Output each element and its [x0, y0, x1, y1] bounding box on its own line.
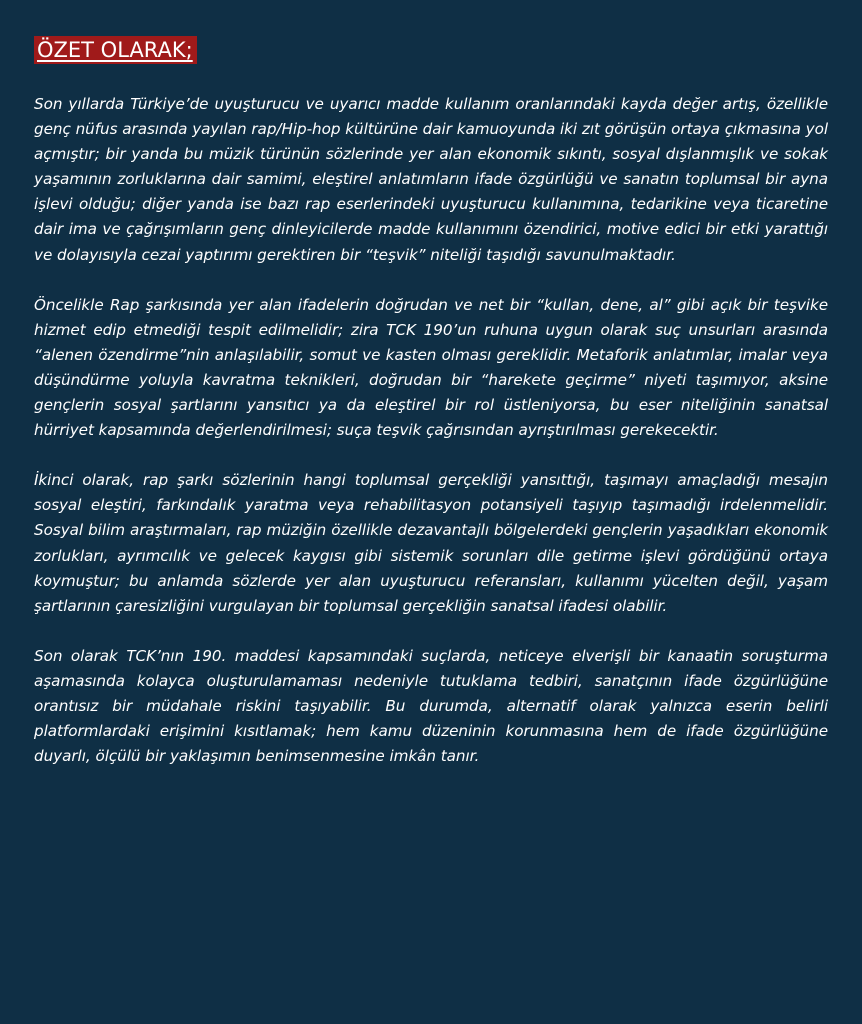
paragraph-first-point: Öncelikle Rap şarkısında yer alan ifadelerin doğrudan ve net bir “kullan, dene, al” gibi açık bir teşvike hizmet edip etmediği tespit edilmelidir; zira TCK 190’un ruhuna uygun olarak suç unsurları arasında “alenen özendirme”nin anlaşılabilir, somut ve kasten olması gereklidir. Metaforik anlatımlar, imalar veya düşündürme yoluyla kavratma teknikleri, doğrudan bir “harekete geçirme” niyeti taşımıyor, aksine gençlerin sosyal şartlarını yansıtıcı ya da eleştirel bir rol üstleniyorsa, bu eser niteliğinin sanatsal hürriyet kapsamında değerlendirilmesi; suça teşvik çağrısından ayrıştırılması gerekecektir.: [34, 295, 828, 440]
paragraph-intro: Son yıllarda Türkiye’de uyuşturucu ve uyarıcı madde kullanım oranlarındaki kayda değer artış, özellikle genç nüfus arasında yayılan rap/Hip-hop kültürüne dair kamuoyunda iki zıt görüşün ortaya çıkmasına yol açmıştır; bir yanda bu müzik türünün sözlerinde yer alan ekonomik sıkıntı, sosyal dışlanmışlık ve sokak yaşamının zorluklarına dair samimi, eleştirel anlatımların ifade özgürlüğü ve sanatın toplumsal bir ayna işlevi olduğu; diğer yanda ise bazı rap eserlerindeki uyuşturucu kullanımına, tedarikine veya ticaretine dair ima ve çağrışımların genç dinleyicilerde madde kullanımını özendirici, motive edici bir etki yarattığı ve dolayısıyla cezai yaptırımı gerektiren bir “teşvik” niteliği taşıdığı savunulmaktadır.: [34, 95, 828, 264]
section-title: ÖZET OLARAK;: [34, 36, 197, 64]
paragraph-second-point: İkinci olarak, rap şarkı sözlerinin hangi toplumsal gerçekliği yansıttığı, taşımayı amaçladığı mesajın sosyal eleştiri, farkındalık yaratma veya rehabilitasyon potansiyeli taşıyıp taşımadığı irdelenmelidir. Sosyal bilim araştırmaları, rap müziğin özellikle dezavantajlı bölgelerdeki gençlerin yaşadıkları ekonomik zorlukları, ayrımcılık ve gelecek kaygısı gibi sistemik sorunları dile getirme işlevi gördüğünü ortaya koymuştur; bu anlamda sözlerde yer alan uyuşturucu referansları, kullanımı yücelten değil, yaşam şartlarının çaresizliğini vurgulayan bir toplumsal gerçekliğin sanatsal ifadesi olabilir.: [34, 471, 828, 615]
document-page: [34, 36, 828, 794]
paragraph-conclusion: Son olarak TCK’nın 190. maddesi kapsamındaki suçlarda, neticeye elverişli bir kanaatin soruşturma aşamasında kolayca oluşturulamaması nedeniyle tutuklama tedbiri, sanatçının ifade özgürlüğüne orantısız bir müdahale riskini taşıyabilir. Bu durumda, alternatif olarak yalnızca eserin belirli platformlardaki erişimini kısıtlamak; hem kamu düzeninin korunmasına hem de ifade özgürlüğüne duyarlı, ölçülü bir yaklaşımın benimsenmesine imkân tanır.: [34, 646, 828, 766]
document-body: [34, 92, 828, 769]
